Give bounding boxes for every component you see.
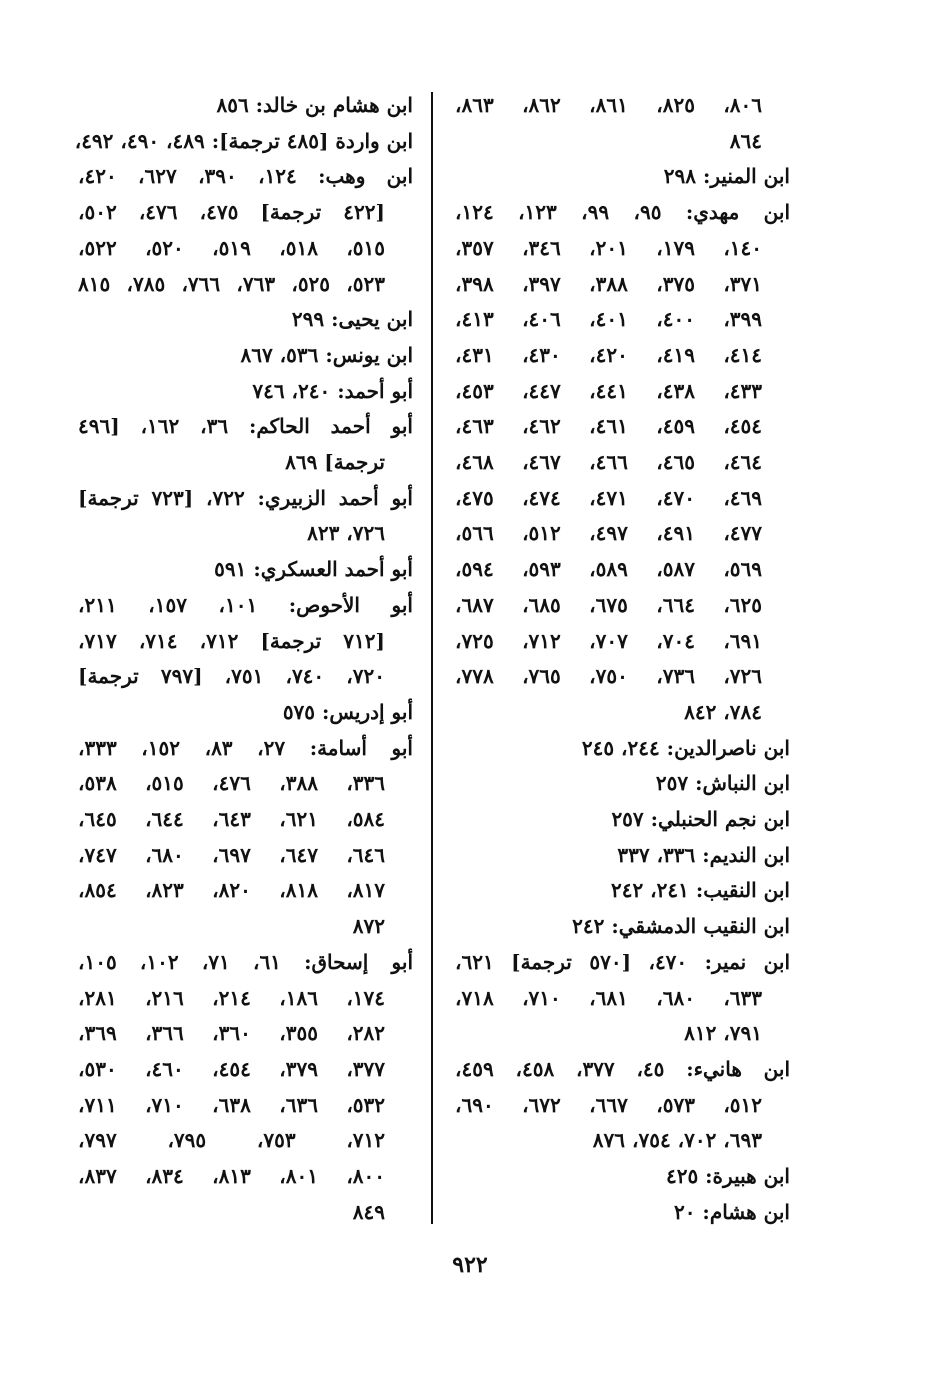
index-continuation-line: ٤٥٤، ٤٥٩، ٤٦١، ٤٦٢، ٤٦٣، bbox=[455, 414, 763, 439]
index-entry-line: ابن يحيى: ٢٩٩ bbox=[291, 307, 413, 332]
index-continuation-line: ٦٣٣، ٦٨٠، ٦٨١، ٧١٠، ٧١٨، bbox=[455, 985, 763, 1010]
index-continuation-line: ٥٦٩، ٥٨٧، ٥٨٩، ٥٩٣، ٥٩٤، bbox=[455, 557, 763, 582]
index-entry-line: ابن واردة [٤٨٥ ترجمة]: ٤٨٩، ٤٩٠، ٤٩٢، bbox=[74, 128, 413, 153]
index-continuation-line: ١٧٤، ١٨٦، ٢١٤، ٢١٦، ٢٨١، bbox=[78, 985, 386, 1010]
index-continuation-line: ٨٠٠، ٨٠١، ٨١٣، ٨٣٤، ٨٣٧، bbox=[78, 1164, 386, 1189]
index-continuation-line: ١٤٠، ١٧٩، ٢٠١، ٣٤٦، ٣٥٧، bbox=[455, 235, 763, 260]
index-entry-line: ابن ناصرالدين: ٢٤٤، ٢٤٥ bbox=[581, 735, 790, 760]
index-entry-line: ابن نجم الحنبلي: ٢٥٧ bbox=[611, 807, 790, 832]
index-continuation-line: ٦٩٣، ٧٠٢، ٧٥٤، ٨٧٦ bbox=[592, 1128, 762, 1153]
index-continuation-line: ٣٧١، ٣٧٥، ٣٨٨، ٣٩٧، ٣٩٨، bbox=[455, 271, 763, 296]
index-continuation-line: ٦٩١، ٧٠٤، ٧٠٧، ٧١٢، ٧٢٥، bbox=[455, 628, 763, 653]
index-entry-line: أبو أسامة: ٢٧، ٨٣، ١٥٢، ٣٣٣، bbox=[78, 735, 413, 760]
index-continuation-line: ٤١٤، ٤١٩، ٤٢٠، ٤٣٠، ٤٣١، bbox=[455, 342, 763, 367]
index-entry-line: ابن المنير: ٢٩٨ bbox=[663, 164, 790, 189]
index-entry-line: ابن هشام: ٢٠ bbox=[673, 1199, 790, 1224]
index-continuation-line: ٤٦٩، ٤٧٠، ٤٧١، ٤٧٤، ٤٧٥، bbox=[455, 485, 763, 510]
index-continuation-line: ٥١٢، ٥٧٣، ٦٦٧، ٦٧٢، ٦٩٠، bbox=[455, 1092, 763, 1117]
index-continuation-line: ٨٤٩ bbox=[352, 1199, 385, 1224]
index-entry-line: أبو إدريس: ٥٧٥ bbox=[282, 699, 413, 724]
index-continuation-line: ٧٢٦، ٧٣٦، ٧٥٠، ٧٦٥، ٧٧٨، bbox=[455, 664, 763, 689]
index-continuation-line: ٣٣٦، ٣٨٨، ٤٧٦، ٥١٥، ٥٣٨، bbox=[78, 771, 386, 796]
index-entry-line: أبو الأحوص: ١٠١، ١٥٧، ٢١١، bbox=[78, 592, 413, 617]
index-continuation-line: ٧١٢، ٧٥٣، ٧٩٥، ٧٩٧، bbox=[78, 1128, 386, 1153]
index-continuation-line: ٨١٧، ٨١٨، ٨٢٠، ٨٢٣، ٨٥٤، bbox=[78, 878, 386, 903]
index-entry-line: ابن وهب: ١٢٤، ٣٩٠، ٦٢٧، ٤٢٠، bbox=[78, 164, 414, 189]
index-entry-line: ابن يونس: ٥٣٦، ٨٦٧ bbox=[240, 342, 413, 367]
index-entry-line: ابن النقيب الدمشقي: ٢٤٢ bbox=[572, 914, 790, 939]
index-continuation-line: ٥٢٣، ٥٢٥، ٧٦٣، ٧٦٦، ٧٨٥، ٨١٥ bbox=[78, 271, 385, 296]
index-entry-line: ابن النباش: ٢٥٧ bbox=[655, 771, 790, 796]
index-continuation-line: ٧٨٤، ٨٤٢ bbox=[684, 699, 762, 724]
index-continuation-line: ٤٦٤، ٤٦٥، ٤٦٦، ٤٦٧، ٤٦٨، bbox=[455, 450, 763, 475]
index-continuation-line: ٤٧٧، ٤٩١، ٤٩٧، ٥١٢، ٥٦٦، bbox=[455, 521, 763, 546]
index-entry-line: ابن النديم: ٣٣٦، ٣٣٧ bbox=[617, 842, 790, 867]
index-entry-line: ابن مهدي: ٩٥، ٩٩، ١٢٣، ١٢٤، bbox=[455, 200, 791, 225]
index-continuation-line: ٣٧٧، ٣٧٩، ٤٥٤، ٤٦٠، ٥٣٠، bbox=[78, 1056, 386, 1081]
index-continuation-line: ٨٠٦، ٨٢٥، ٨٦١، ٨٦٢، ٨٦٣، bbox=[455, 93, 763, 117]
index-continuation-line: [٤٢٢ ترجمة] ٤٧٥، ٤٧٦، ٥٠٢، bbox=[78, 200, 385, 225]
index-continuation-line: ٦٢٥، ٦٦٤، ٦٧٥، ٦٨٥، ٦٨٧، bbox=[455, 592, 763, 617]
index-entry-line: أبو أحمد الزبيري: ٧٢٢، [٧٢٣ ترجمة] bbox=[78, 485, 413, 510]
index-continuation-line: ٤٣٣، ٤٣٨، ٤٤١، ٤٤٧، ٤٥٣، bbox=[455, 378, 763, 403]
index-continuation-line: ٥١٥، ٥١٨، ٥١٩، ٥٢٠، ٥٢٢، bbox=[78, 235, 386, 260]
index-continuation-line: ٨٦٤ bbox=[729, 128, 762, 153]
left-column bbox=[74, 88, 414, 1231]
index-continuation-line: ٢٨٢، ٣٥٥، ٣٦٠، ٣٦٦، ٣٦٩، bbox=[78, 1021, 386, 1046]
index-continuation-line: ٧٢٦، ٨٢٣ bbox=[307, 521, 385, 546]
index-continuation-line: [٧١٢ ترجمة] ٧١٢، ٧١٤، ٧١٧، bbox=[78, 628, 385, 653]
index-entry-line: أبو أحمد: ٢٤٠، ٧٤٦ bbox=[252, 378, 413, 403]
index-entry-line: ابن النقيب: ٢٤١، ٢٤٢ bbox=[610, 878, 790, 903]
page-number: ٩٢٢ bbox=[452, 1252, 488, 1278]
index-continuation-line: ٧٩١، ٨١٢ bbox=[684, 1021, 762, 1046]
index-continuation-line: ٦٤٦، ٦٤٧، ٦٩٧، ٦٨٠، ٧٤٧، bbox=[78, 842, 386, 867]
index-continuation-line: ٨٧٢ bbox=[352, 914, 385, 939]
index-entry-line: أبو أحمد الحاكم: ٣٦، ١٦٢، [٤٩٦ bbox=[78, 414, 413, 439]
index-entry-line: ابن هشام بن خالد: ٨٥٦ bbox=[216, 93, 413, 117]
index-continuation-line: ٧٢٠، ٧٤٠، ٧٥١، [٧٩٧ ترجمة] bbox=[78, 664, 385, 689]
index-continuation-line: ٥٨٤، ٦٢١، ٦٤٣، ٦٤٤، ٦٤٥، bbox=[78, 807, 386, 832]
index-entry-line: ابن هبيرة: ٤٢٥ bbox=[665, 1164, 790, 1189]
index-continuation-line: ٣٩٩، ٤٠٠، ٤٠١، ٤٠٦، ٤١٣، bbox=[455, 307, 763, 332]
index-continuation-line: ٥٣٢، ٦٣٦، ٦٣٨، ٧١٠، ٧١١، bbox=[78, 1092, 386, 1117]
index-entry-line: أبو أحمد العسكري: ٥٩١ bbox=[214, 557, 413, 582]
index-entry-line: أبو إسحاق: ٦١، ٧١، ١٠٢، ١٠٥، bbox=[78, 949, 414, 974]
index-entry-line: ابن هانيء: ٤٥، ٣٧٧، ٤٥٨، ٤٥٩، bbox=[455, 1056, 790, 1081]
index-continuation-line: ترجمة] ٨٦٩ bbox=[285, 450, 385, 475]
column-divider bbox=[431, 92, 433, 1224]
right-column bbox=[455, 88, 790, 1231]
index-entry-line: ابن نمير: ٤٧٠، [٥٧٠ ترجمة] ٦٢١، bbox=[455, 949, 791, 974]
